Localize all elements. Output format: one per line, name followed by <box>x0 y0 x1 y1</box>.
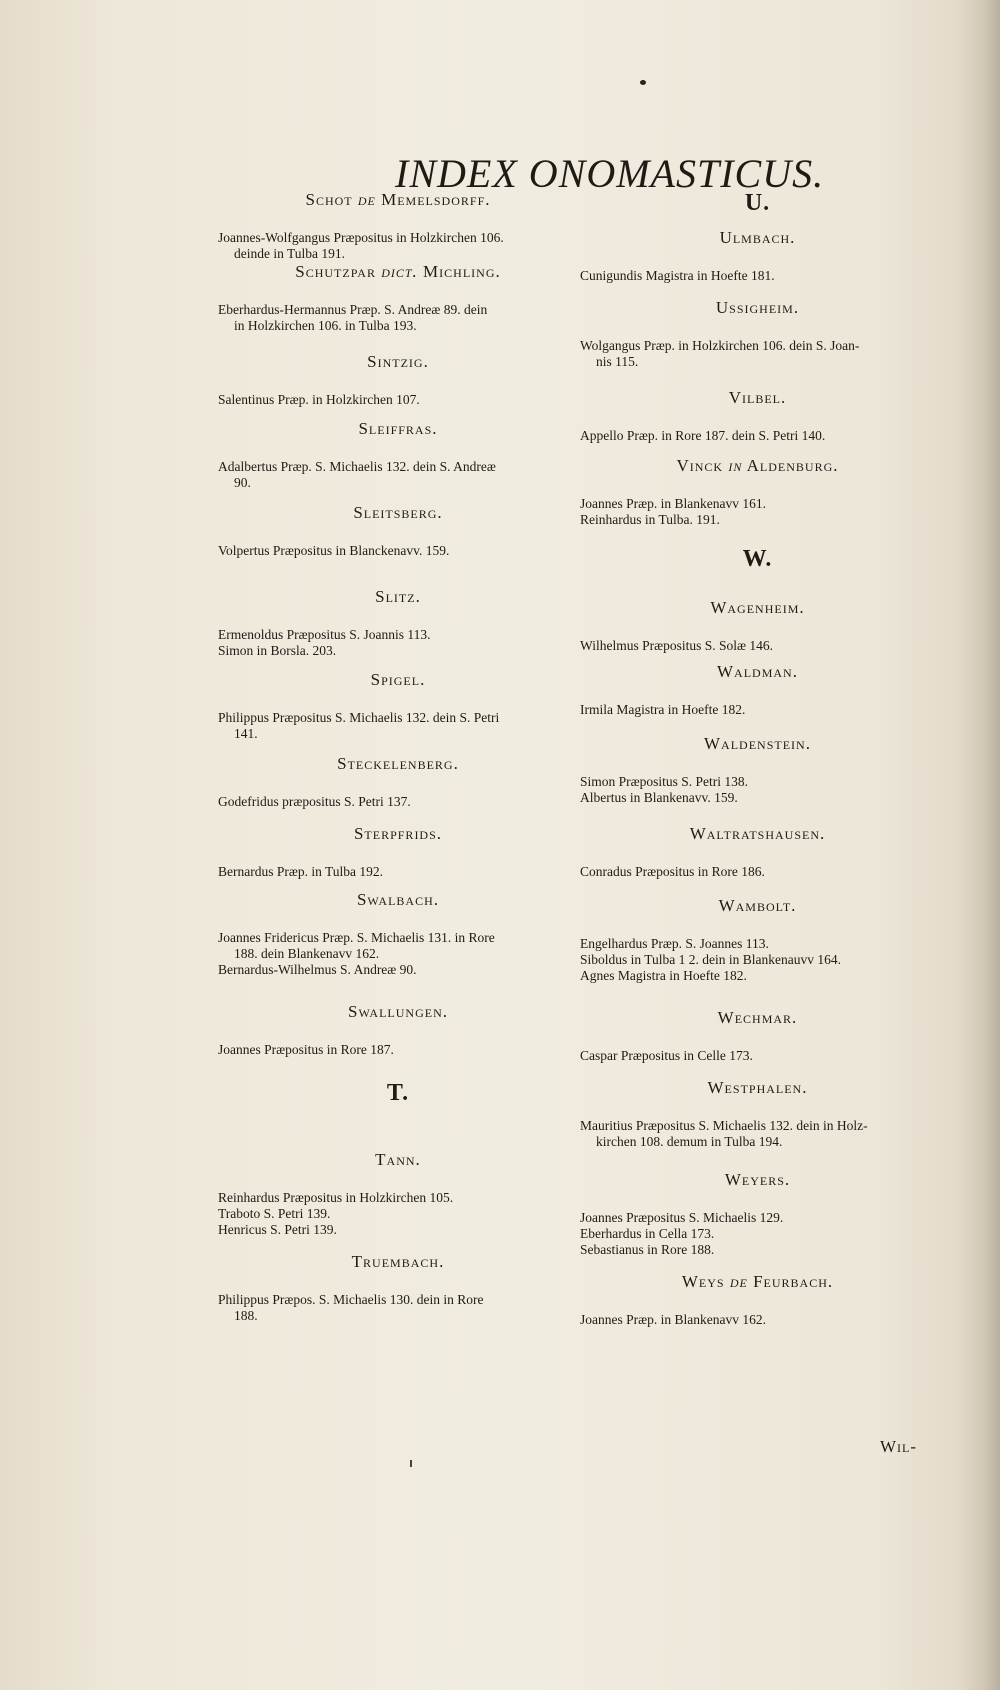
page-title: INDEX ONOMASTICUS. <box>395 151 825 196</box>
index-entry <box>218 1002 578 1058</box>
page-fold-shadow <box>958 0 1000 1690</box>
entry-line: Reinhardus in Tulba. 191. <box>580 512 720 527</box>
index-entry <box>218 1252 578 1324</box>
entry-heading: Slitz. <box>375 587 421 606</box>
entry-line: Bernardus-Wilhelmus S. Andreæ 90. <box>218 962 417 977</box>
entry-heading: Vinck in Aldenburg. <box>676 456 839 475</box>
entry-line: Simon in Borsla. 203. <box>218 643 337 658</box>
ink-mark <box>640 80 646 85</box>
entry-lines <box>580 268 935 284</box>
entry-lines <box>218 930 578 978</box>
index-entry <box>580 896 935 984</box>
entry-lines <box>218 302 578 334</box>
section-letter: W. <box>742 546 773 572</box>
entry-line: Irmila Magistra in Hoefte 182. <box>580 702 746 717</box>
index-entry <box>580 456 935 528</box>
entry-heading: Ulmbach. <box>719 228 796 247</box>
entry-heading: Sleiffras. <box>358 419 438 438</box>
entry-lines <box>580 774 935 806</box>
entry-line: Wilhelmus Præpositus S. Solæ 146. <box>580 638 773 653</box>
entry-line: Mauritius Præpositus S. Michaelis 132. dein in Holz- <box>580 1118 868 1133</box>
entry-heading: Swallungen. <box>347 1002 449 1021</box>
entry-line: Philippus Præpos. S. Michaelis 130. dein in Rore <box>218 1292 484 1307</box>
entry-line: Conradus Præpositus in Rore 186. <box>580 864 765 879</box>
entry-heading: Steckelenberg. <box>337 754 459 773</box>
entry-heading: Westphalen. <box>707 1078 808 1097</box>
entry-line: Eberhardus in Cella 173. <box>580 1226 715 1241</box>
entry-heading: Schutzpar dict. Michling. <box>295 262 501 281</box>
index-entry <box>580 734 935 806</box>
entry-line: Joannes Præpositus in Rore 187. <box>218 1042 394 1057</box>
entry-lines <box>580 1312 935 1328</box>
index-entry <box>580 546 935 573</box>
entry-line: Godefridus præpositus S. Petri 137. <box>218 794 411 809</box>
entry-line: 188. dein Blankenavv 162. <box>234 946 380 961</box>
index-entry <box>218 670 578 742</box>
entry-line: Agnes Magistra in Hoefte 182. <box>580 968 747 983</box>
index-entry <box>218 1080 578 1107</box>
entry-line: Joannes Præpositus S. Michaelis 129. <box>580 1210 784 1225</box>
entry-lines <box>218 794 578 810</box>
index-entry <box>218 352 578 408</box>
entry-line: in Holzkirchen 106. in Tulba 193. <box>234 318 417 333</box>
section-letter: U. <box>744 190 771 216</box>
index-entry <box>218 419 578 491</box>
entry-line: Wolgangus Præp. in Holzkirchen 106. dein S. Joan- <box>580 338 860 353</box>
index-entry <box>580 388 935 444</box>
index-entry <box>218 587 578 659</box>
entry-heading: Tann. <box>375 1150 421 1169</box>
entry-lines <box>218 864 578 880</box>
entry-heading: Weys de Feurbach. <box>681 1272 834 1291</box>
entry-line: Joannes-Wolfgangus Præpositus in Holzkirchen 106. <box>218 230 504 245</box>
entry-line: Eberhardus-Hermannus Præp. S. Andreæ 89. dein <box>218 302 488 317</box>
entry-lines <box>580 496 935 528</box>
entry-heading: Waldman. <box>717 662 798 681</box>
entry-line: Bernardus Præp. in Tulba 192. <box>218 864 384 879</box>
entry-line: Salentinus Præp. in Holzkirchen 107. <box>218 392 420 407</box>
entry-heading: Truembach. <box>351 1252 445 1271</box>
index-entry <box>218 890 578 978</box>
entry-line: Joannes Fridericus Præp. S. Michaelis 131. in Rore <box>218 930 495 945</box>
entry-line: Adalbertus Præp. S. Michaelis 132. dein S. Andreæ <box>218 459 496 474</box>
entry-heading: Ussigheim. <box>715 298 800 317</box>
entry-line: deinde in Tulba 191. <box>234 246 346 261</box>
entry-heading: Sleitsberg. <box>353 503 443 522</box>
index-entry <box>580 1008 935 1064</box>
entry-lines <box>218 1190 578 1238</box>
entry-lines <box>580 702 935 718</box>
entry-heading: Waltratshausen. <box>689 824 826 843</box>
entry-line: Joannes Præp. in Blankenavv 161. <box>580 496 766 511</box>
entry-heading: Waldenstein. <box>704 734 811 753</box>
entry-line: kirchen 108. demum in Tulba 194. <box>596 1134 783 1149</box>
entry-lines <box>580 338 935 370</box>
entry-line: Simon Præpositus S. Petri 138. <box>580 774 749 789</box>
index-entry <box>580 1170 935 1258</box>
entry-line: nis 115. <box>596 354 639 369</box>
index-entry <box>218 262 578 334</box>
entry-lines <box>218 459 578 491</box>
entry-lines <box>218 1042 578 1058</box>
entry-lines <box>580 638 935 654</box>
entry-lines <box>580 936 935 984</box>
entry-line: Reinhardus Præpositus in Holzkirchen 105. <box>218 1190 454 1205</box>
index-entry <box>218 824 578 880</box>
entry-heading: Sintzig. <box>367 352 429 371</box>
entry-line: Engelhardus Præp. S. Joannes 113. <box>580 936 769 951</box>
entry-lines <box>218 543 578 559</box>
entry-lines <box>580 1210 935 1258</box>
index-entry <box>218 190 578 262</box>
entry-line: 188. <box>234 1308 258 1323</box>
index-entry <box>580 228 935 284</box>
entry-lines <box>580 1048 935 1064</box>
entry-lines <box>218 392 578 408</box>
index-entry <box>580 662 935 718</box>
section-letter: T. <box>386 1080 410 1106</box>
entry-lines <box>218 627 578 659</box>
entry-line: Caspar Præpositus in Celle 173. <box>580 1048 753 1063</box>
index-entry <box>580 824 935 880</box>
entry-heading: Weyers. <box>724 1170 791 1189</box>
entry-line: Joannes Præp. in Blankenavv 162. <box>580 1312 766 1327</box>
entry-lines <box>580 864 935 880</box>
entry-lines <box>580 428 935 444</box>
index-entry <box>580 598 935 654</box>
entry-heading: Spigel. <box>370 670 426 689</box>
entry-lines <box>218 230 578 262</box>
index-entry <box>580 298 935 370</box>
entry-line: Cunigundis Magistra in Hoefte 181. <box>580 268 775 283</box>
entry-line: Sebastianus in Rore 188. <box>580 1242 715 1257</box>
index-entry <box>580 190 935 217</box>
entry-lines <box>218 710 578 742</box>
index-entry <box>580 1272 935 1328</box>
entry-line: Ermenoldus Præpositus S. Joannis 113. <box>218 627 431 642</box>
catchword: Wil- <box>880 1437 918 1456</box>
entry-line: Albertus in Blankenavv. 159. <box>580 790 738 805</box>
index-entry <box>580 1078 935 1150</box>
entry-line: Volpertus Præpositus in Blanckenavv. 159. <box>218 543 450 558</box>
index-entry <box>218 1150 578 1238</box>
entry-line: 141. <box>234 726 258 741</box>
index-entry <box>218 503 578 559</box>
entry-lines <box>218 1292 578 1324</box>
entry-heading: Vilbel. <box>728 388 787 407</box>
footer-mark <box>410 1460 412 1467</box>
index-entry <box>218 754 578 810</box>
entry-heading: Sterpfrids. <box>353 824 443 843</box>
entry-lines <box>580 1118 935 1150</box>
entry-heading: Swalbach. <box>356 890 440 909</box>
entry-line: Philippus Præpositus S. Michaelis 132. dein S. Petri <box>218 710 500 725</box>
entry-line: Henricus S. Petri 139. <box>218 1222 337 1237</box>
entry-line: Siboldus in Tulba 1 2. dein in Blankenauvv 164. <box>580 952 842 967</box>
entry-heading: Wambolt. <box>718 896 797 915</box>
entry-heading: Wechmar. <box>717 1008 798 1027</box>
entry-line: 90. <box>234 475 251 490</box>
entry-line: Traboto S. Petri 139. <box>218 1206 331 1221</box>
entry-heading: Schot de Memelsdorff. <box>305 190 491 209</box>
entry-heading: Wagenheim. <box>710 598 805 617</box>
entry-line: Appello Præp. in Rore 187. dein S. Petri 140. <box>580 428 826 443</box>
